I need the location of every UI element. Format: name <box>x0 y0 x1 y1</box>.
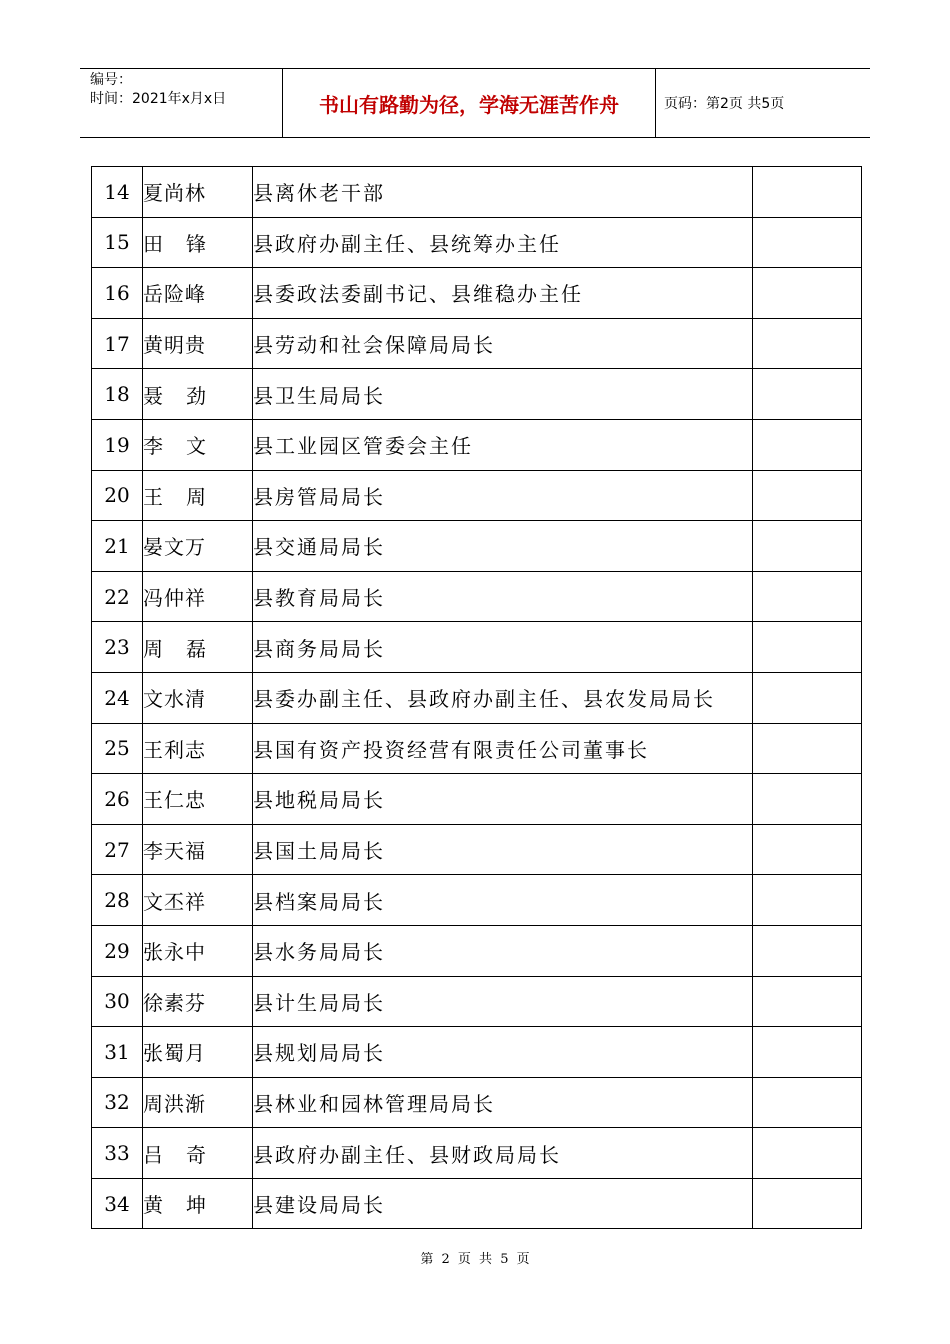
person-name: 周洪渐 <box>143 1091 206 1116</box>
person-title: 县林业和园林管理局局长 <box>253 1077 753 1128</box>
person-title: 县水务局局长 <box>253 925 753 976</box>
person-name: 黄明贵 <box>143 333 206 358</box>
note-cell <box>753 268 862 319</box>
person-name-cell <box>143 470 253 521</box>
note-cell <box>753 1128 862 1179</box>
table-row <box>92 1128 862 1179</box>
person-title: 县政府办副主任、县统筹办主任 <box>253 217 753 268</box>
person-title: 县商务局局长 <box>253 622 753 673</box>
person-name-cell <box>143 672 253 723</box>
personnel-table <box>91 166 862 1229</box>
note-cell <box>753 419 862 470</box>
person-name: 黄 坤 <box>143 1193 207 1218</box>
person-title: 县卫生局局长 <box>253 369 753 420</box>
person-name-cell <box>143 925 253 976</box>
table-row <box>92 217 862 268</box>
table-row <box>92 824 862 875</box>
person-name: 文水清 <box>143 687 206 712</box>
table-row <box>92 571 862 622</box>
note-cell <box>753 167 862 218</box>
header-meta <box>90 71 280 109</box>
table-row <box>92 268 862 319</box>
note-cell <box>753 369 862 420</box>
row-number: 31 <box>92 1027 143 1078</box>
person-name-cell <box>143 217 253 268</box>
table-row <box>92 925 862 976</box>
table-row <box>92 875 862 926</box>
person-title: 县档案局局长 <box>253 875 753 926</box>
person-title: 县教育局局长 <box>253 571 753 622</box>
note-cell <box>753 571 862 622</box>
person-name: 冯仲祥 <box>143 586 206 611</box>
note-cell <box>753 824 862 875</box>
person-title: 县委政法委副书记、县维稳办主任 <box>253 268 753 319</box>
row-number: 24 <box>92 672 143 723</box>
person-name: 田 锋 <box>143 231 207 256</box>
row-number: 34 <box>92 1178 143 1229</box>
person-name-cell <box>143 521 253 572</box>
person-name: 吕 奇 <box>143 1142 207 1167</box>
row-number: 33 <box>92 1128 143 1179</box>
person-name: 徐素芬 <box>143 990 206 1015</box>
person-title: 县房管局局长 <box>253 470 753 521</box>
table-row <box>92 167 862 218</box>
person-title: 县规划局局长 <box>253 1027 753 1078</box>
row-number: 19 <box>92 419 143 470</box>
person-name-cell <box>143 622 253 673</box>
note-cell <box>753 875 862 926</box>
person-name-cell <box>143 1077 253 1128</box>
row-number: 23 <box>92 622 143 673</box>
page-header <box>80 68 870 138</box>
person-name-cell <box>143 571 253 622</box>
person-name-cell <box>143 824 253 875</box>
row-number: 15 <box>92 217 143 268</box>
table-row <box>92 318 862 369</box>
row-number: 14 <box>92 167 143 218</box>
person-name: 张蜀月 <box>143 1041 206 1066</box>
person-name-cell <box>143 268 253 319</box>
table-row <box>92 723 862 774</box>
person-name: 王利志 <box>143 737 206 762</box>
person-name-cell <box>143 1178 253 1229</box>
note-cell <box>753 925 862 976</box>
note-cell <box>753 774 862 825</box>
note-cell <box>753 1027 862 1078</box>
person-name: 王 周 <box>143 484 207 509</box>
person-name: 周 磊 <box>143 636 207 661</box>
person-title: 县计生局局长 <box>253 976 753 1027</box>
person-name-cell <box>143 1128 253 1179</box>
row-number: 32 <box>92 1077 143 1128</box>
table-row <box>92 470 862 521</box>
person-name: 张永中 <box>143 940 206 965</box>
page-footer: 第 2 页 共 5 页 <box>420 1252 530 1267</box>
person-name-cell <box>143 369 253 420</box>
personnel-table-body <box>92 167 862 1229</box>
note-cell <box>753 470 862 521</box>
table-row <box>92 672 862 723</box>
row-number: 16 <box>92 268 143 319</box>
person-name-cell <box>143 419 253 470</box>
row-number: 29 <box>92 925 143 976</box>
person-name: 岳险峰 <box>143 282 206 307</box>
person-name-cell <box>143 1027 253 1078</box>
note-cell <box>753 318 862 369</box>
person-title: 县劳动和社会保障局局长 <box>253 318 753 369</box>
row-number: 21 <box>92 521 143 572</box>
time-label: 时间：2021年x月x日 <box>90 91 227 107</box>
person-title: 县国有资产投资经营有限责任公司董事长 <box>253 723 753 774</box>
table-row <box>92 774 862 825</box>
person-title: 县政府办副主任、县财政局局长 <box>253 1128 753 1179</box>
note-cell <box>753 672 862 723</box>
note-cell <box>753 1178 862 1229</box>
note-cell <box>753 217 862 268</box>
note-cell <box>753 622 862 673</box>
row-number: 25 <box>92 723 143 774</box>
note-cell <box>753 723 862 774</box>
row-number: 27 <box>92 824 143 875</box>
table-row <box>92 1178 862 1229</box>
row-number: 28 <box>92 875 143 926</box>
note-cell <box>753 1077 862 1128</box>
table-row <box>92 1077 862 1128</box>
note-cell <box>753 521 862 572</box>
person-name-cell <box>143 976 253 1027</box>
header-page-info: 页码：第2页 共5页 <box>664 96 785 112</box>
row-number: 22 <box>92 571 143 622</box>
person-title: 县工业园区管委会主任 <box>253 419 753 470</box>
row-number: 20 <box>92 470 143 521</box>
person-title: 县国土局局长 <box>253 824 753 875</box>
table-row <box>92 521 862 572</box>
person-name: 李天福 <box>143 839 206 864</box>
person-title: 县委办副主任、县政府办副主任、县农发局局长 <box>253 672 753 723</box>
person-name: 聂 劲 <box>143 383 207 408</box>
person-name-cell <box>143 167 253 218</box>
row-number: 17 <box>92 318 143 369</box>
person-title: 县建设局局长 <box>253 1178 753 1229</box>
row-number: 18 <box>92 369 143 420</box>
header-motto: 书山有路勤为径，学海无涯苦作舟 <box>282 69 656 137</box>
table-row <box>92 419 862 470</box>
person-name-cell <box>143 723 253 774</box>
person-name: 王仁忠 <box>143 788 206 813</box>
number-label: 编号： <box>90 72 132 88</box>
person-title: 县地税局局长 <box>253 774 753 825</box>
person-name: 文丕祥 <box>143 889 206 914</box>
table-row <box>92 976 862 1027</box>
row-number: 26 <box>92 774 143 825</box>
note-cell <box>753 976 862 1027</box>
person-name: 晏文万 <box>143 535 206 560</box>
row-number: 30 <box>92 976 143 1027</box>
person-name: 李 文 <box>143 434 207 459</box>
person-name-cell <box>143 774 253 825</box>
person-name-cell <box>143 318 253 369</box>
person-title: 县交通局局长 <box>253 521 753 572</box>
person-title: 县离休老干部 <box>253 167 753 218</box>
table-row <box>92 369 862 420</box>
person-name: 夏尚林 <box>143 181 206 206</box>
table-row <box>92 1027 862 1078</box>
table-row <box>92 622 862 673</box>
person-name-cell <box>143 875 253 926</box>
